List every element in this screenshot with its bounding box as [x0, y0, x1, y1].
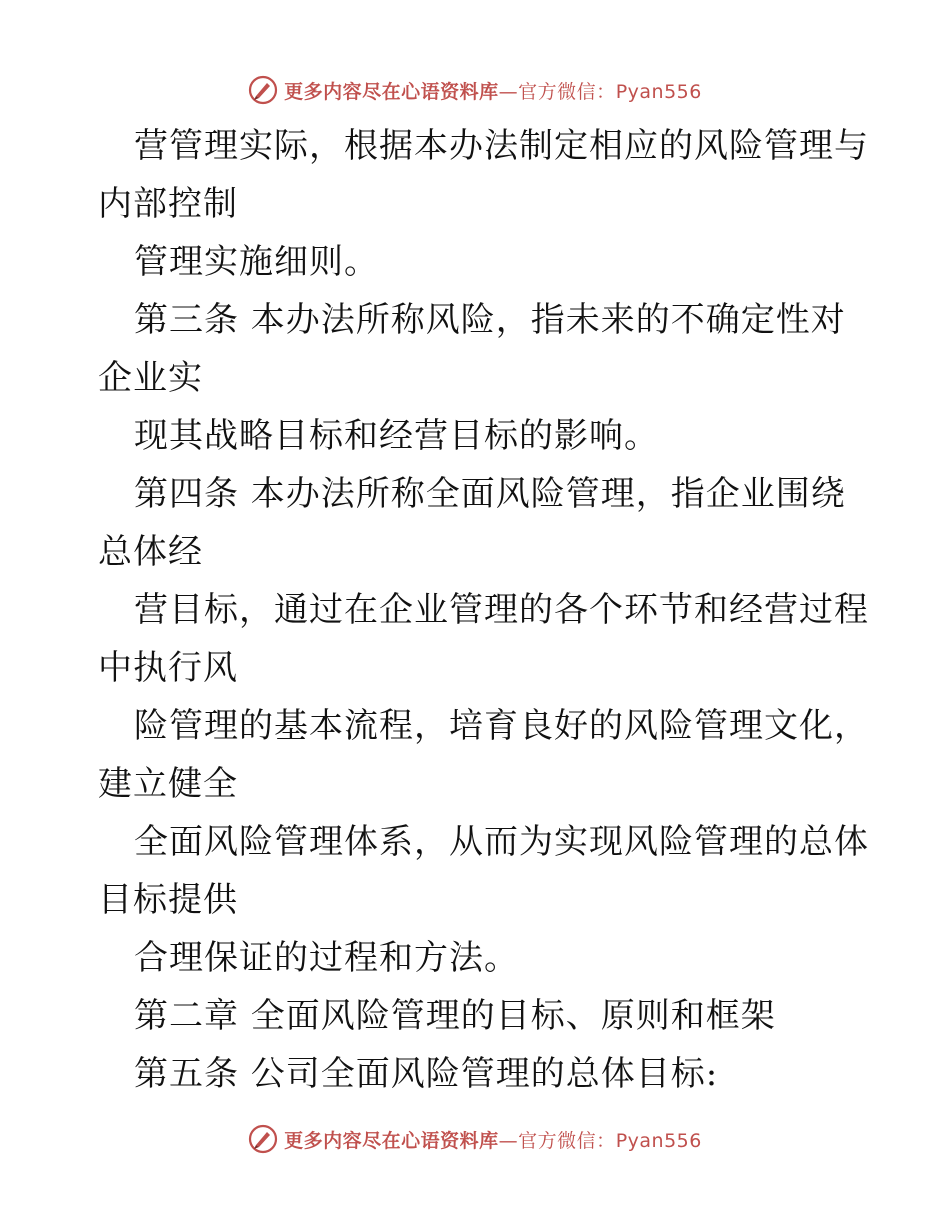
body-line: 中执行风: [98, 648, 238, 688]
header-watermark-banner: [0, 72, 950, 108]
body-line: 建立健全: [98, 764, 238, 804]
body-line: 企业实: [98, 358, 203, 398]
body-line: 第五条 公司全面风险管理的总体目标:: [134, 1054, 719, 1094]
chapter-heading: 第二章 全面风险管理的目标、原则和框架: [134, 996, 776, 1036]
body-line: 总体经: [98, 532, 203, 572]
header-banner-wechat-label: —官方微信：: [498, 80, 616, 103]
header-banner-text: [284, 77, 702, 104]
footer-watermark-banner: [0, 1121, 950, 1157]
body-line: 全面风险管理体系，从而为实现风险管理的总体: [134, 822, 869, 862]
body-line: 营管理实际，根据本办法制定相应的风险管理与: [134, 126, 869, 166]
pen-logo-icon: [248, 75, 278, 105]
body-line: 营目标，通过在企业管理的各个环节和经营过程: [134, 590, 869, 630]
footer-banner-wechat-label: —官方微信：: [498, 1129, 616, 1152]
body-line: 现其战略目标和经营目标的影响。: [134, 416, 659, 456]
header-banner-title: 更多内容尽在心语资料库: [284, 80, 499, 103]
body-line: 合理保证的过程和方法。: [134, 938, 519, 978]
header-banner-wechat-id: Pyan556: [615, 80, 702, 103]
body-line: 目标提供: [98, 880, 238, 920]
footer-banner-title: 更多内容尽在心语资料库: [284, 1129, 499, 1152]
body-line: 第四条 本办法所称全面风险管理，指企业围绕: [134, 474, 846, 514]
pen-logo-icon: [248, 1124, 278, 1154]
body-line: 内部控制: [98, 184, 238, 224]
body-line: 险管理的基本流程，培育良好的风险管理文化，: [134, 706, 869, 746]
footer-banner-text: [284, 1126, 702, 1153]
body-line: 第三条 本办法所称风险，指未来的不确定性对: [134, 300, 846, 340]
body-line: 管理实施细则。: [134, 242, 379, 282]
footer-banner-wechat-id: Pyan556: [615, 1129, 702, 1152]
